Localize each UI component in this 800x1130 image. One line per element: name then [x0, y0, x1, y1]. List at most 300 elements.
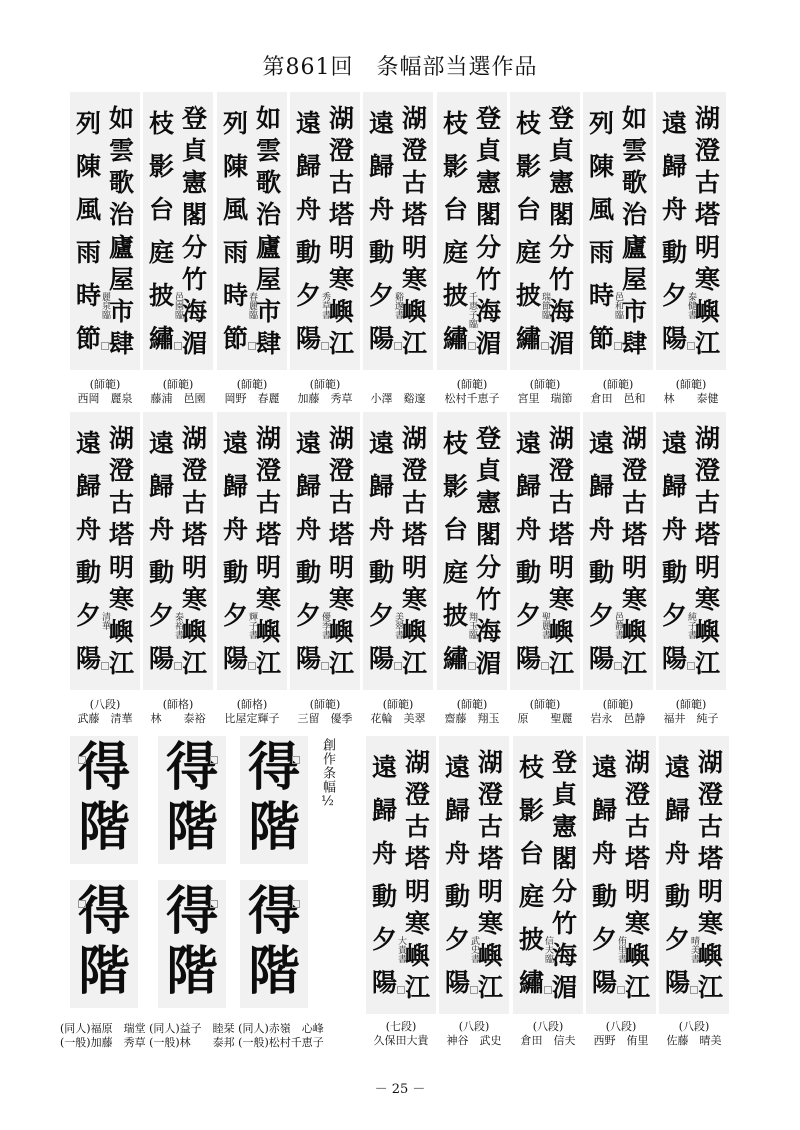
calligraphy-char: 遠: [661, 429, 687, 458]
rank-label: (師範): [382, 698, 414, 711]
text-column: [221, 102, 250, 360]
calligraphy-char: 憲: [475, 488, 501, 518]
calligraphy-char: 湖: [548, 423, 574, 453]
calligraphy-char: 塔: [401, 520, 427, 550]
calligraphy-char: 舟: [295, 515, 321, 544]
rank-label: (師格): [236, 698, 268, 711]
seal-stamp: [687, 662, 695, 670]
calligraphy-char: 竹: [475, 264, 501, 294]
scroll-columns: [441, 422, 503, 680]
calligraphy-char: 海: [475, 297, 501, 327]
calligraphy-char: 市: [621, 297, 647, 327]
calligraphy-char: 影: [148, 152, 174, 181]
seal-stamp: [617, 986, 625, 994]
calligraphy-char: 湄: [551, 973, 577, 1003]
calligraphy-char: 嶼: [255, 617, 281, 647]
calligraphy-scroll: [366, 736, 436, 1014]
calligraphy-char: 如: [108, 103, 134, 133]
rank-label: (八段): [89, 698, 121, 711]
calligraphy-char: 屋: [621, 264, 647, 294]
calligraphy-char: 動: [591, 882, 617, 911]
calligraphy-char: 澄: [328, 135, 354, 165]
text-column: [663, 746, 692, 1004]
calligraphy-char: 明: [255, 552, 281, 582]
artist-signature: 秀草書: [320, 292, 330, 319]
calligraphy-char: 舟: [591, 839, 617, 868]
calligraphy-char: 澄: [624, 779, 650, 809]
calligraphy-char: 時: [75, 281, 101, 310]
calligraphy-char: 貞: [551, 779, 577, 809]
calligraphy-char: 江: [694, 329, 720, 359]
calligraphy-char: 澄: [108, 455, 134, 485]
calligraphy-char: 陳: [588, 152, 614, 181]
calligraphy-char: 陽: [661, 324, 687, 353]
calligraphy-char: 明: [108, 552, 134, 582]
calligraphy-scroll: [583, 92, 653, 370]
calligraphy-char: 遠: [295, 429, 321, 458]
calligraphy-scroll: [437, 92, 507, 370]
seal-stamp: [292, 756, 300, 764]
calligraphy-scroll: [659, 736, 729, 1014]
seal-stamp: [614, 662, 622, 670]
calligraphy-char: 分: [475, 552, 501, 582]
calligraphy-char: 舟: [368, 195, 394, 224]
rank-label: (師範): [456, 698, 488, 711]
scroll-columns: [370, 746, 432, 1004]
calligraphy-scroll: [510, 412, 580, 690]
calligraphy-char: 寒: [694, 584, 720, 614]
calligraphy-char: 江: [328, 649, 354, 679]
artist-signature: 聖麗書: [540, 612, 550, 639]
creative-work: [240, 880, 308, 1008]
artist-signature: 大貴書: [396, 936, 406, 963]
artist-signature: 泰裕書: [173, 612, 183, 639]
calligraphy-char: 分: [551, 876, 577, 906]
artist-name: 林 泰裕: [150, 712, 206, 725]
calligraphy-char: 海: [548, 297, 574, 327]
calligraphy-char: 塔: [697, 844, 723, 874]
scroll-columns: [294, 422, 356, 680]
calligraphy-char: 陽: [515, 644, 541, 673]
calligraphy-char: 塔: [401, 200, 427, 230]
seal-stamp: [541, 342, 549, 350]
rank-label: (八段): [458, 1020, 490, 1033]
calligraphy-char: 庭: [442, 558, 468, 587]
seal-stamp: [174, 342, 182, 350]
calligraphy-char: 陽: [295, 644, 321, 673]
calligraphy-char: 繡: [518, 968, 544, 997]
seal-stamp: [470, 986, 478, 994]
rank-label: (師範): [89, 378, 121, 391]
calligraphy-char: 江: [697, 973, 723, 1003]
calligraphy-char: 陽: [664, 968, 690, 997]
seal-stamp: [78, 900, 86, 908]
calligraphy-char: 古: [621, 488, 647, 518]
calligraphy-char: 嶼: [694, 617, 720, 647]
creative-char: 得: [247, 881, 300, 942]
calligraphy-char: 動: [368, 238, 394, 267]
text-column: [547, 102, 576, 360]
artist-signature: 信夫臨: [543, 936, 553, 963]
rank-label: (師範): [309, 698, 341, 711]
calligraphy-char: 塔: [694, 200, 720, 230]
calligraphy-char: 列: [222, 109, 248, 138]
calligraphy-char: 舟: [148, 515, 174, 544]
scroll-columns: [660, 102, 722, 360]
calligraphy-char: 列: [75, 109, 101, 138]
calligraphy-char: 寒: [548, 584, 574, 614]
calligraphy-char: 台: [518, 839, 544, 868]
calligraphy-char: 治: [255, 200, 281, 230]
calligraphy-char: 塔: [624, 844, 650, 874]
creative-caption-line-2: (一般)加藤 秀草 (一般)林 泰邦 (一般)松村千恵子: [60, 1036, 324, 1049]
calligraphy-char: 時: [588, 281, 614, 310]
calligraphy-char: 寒: [328, 584, 354, 614]
calligraphy-char: 江: [694, 649, 720, 679]
calligraphy-char: 江: [181, 649, 207, 679]
calligraphy-char: 寒: [694, 264, 720, 294]
calligraphy-scroll: [583, 412, 653, 690]
calligraphy-char: 廬: [108, 232, 134, 262]
text-column: [107, 102, 136, 360]
calligraphy-char: 陽: [588, 644, 614, 673]
calligraphy-char: 貞: [181, 135, 207, 165]
calligraphy-char: 歸: [75, 472, 101, 501]
artist-signature: 純子書: [686, 612, 696, 639]
seal-stamp: [394, 662, 402, 670]
calligraphy-scroll: [290, 92, 360, 370]
text-column: [327, 102, 356, 360]
calligraphy-char: 陽: [661, 644, 687, 673]
calligraphy-char: 陽: [148, 644, 174, 673]
calligraphy-char: 繡: [442, 324, 468, 353]
calligraphy-char: 夕: [148, 601, 174, 630]
calligraphy-char: 湖: [621, 423, 647, 453]
calligraphy-scroll: [290, 412, 360, 690]
calligraphy-char: 明: [621, 552, 647, 582]
calligraphy-char: 歸: [295, 152, 321, 181]
calligraphy-char: 舟: [295, 195, 321, 224]
calligraphy-char: 貞: [475, 455, 501, 485]
calligraphy-char: 陽: [371, 968, 397, 997]
calligraphy-char: 閣: [475, 200, 501, 230]
calligraphy-char: 塔: [181, 520, 207, 550]
text-column: [443, 746, 472, 1004]
text-column: [74, 102, 103, 360]
calligraphy-char: 湖: [328, 423, 354, 453]
calligraphy-char: 廬: [621, 232, 647, 262]
artist-signature: 優季書: [320, 612, 330, 639]
text-column: [476, 746, 505, 1004]
calligraphy-char: 古: [694, 488, 720, 518]
calligraphy-scroll: [143, 92, 213, 370]
calligraphy-char: 歌: [108, 168, 134, 198]
calligraphy-char: 影: [515, 152, 541, 181]
text-column: [620, 422, 649, 680]
seal-stamp: [468, 342, 476, 350]
scroll-columns: [587, 422, 649, 680]
calligraphy-char: 歸: [664, 796, 690, 825]
calligraphy-char: 歸: [222, 472, 248, 501]
rank-label: (師範): [456, 378, 488, 391]
calligraphy-char: 市: [255, 297, 281, 327]
seal-stamp: [78, 756, 86, 764]
artist-name: 宮里 瑞節: [517, 392, 573, 405]
creative-caption-line-1: (同人)福原 瑞堂 (同人)益子 睦栞 (同人)赤嶺 心峰: [60, 1022, 324, 1035]
calligraphy-char: 台: [442, 515, 468, 544]
text-column: [367, 102, 396, 360]
scroll-columns: [221, 422, 283, 680]
calligraphy-char: 舟: [222, 515, 248, 544]
calligraphy-char: 舟: [661, 195, 687, 224]
calligraphy-scroll: [586, 736, 656, 1014]
calligraphy-char: 遠: [588, 429, 614, 458]
calligraphy-char: 台: [515, 195, 541, 224]
calligraphy-char: 澄: [697, 779, 723, 809]
seal-stamp: [614, 342, 622, 350]
calligraphy-char: 登: [548, 103, 574, 133]
calligraphy-char: 夕: [75, 601, 101, 630]
text-column: [327, 422, 356, 680]
calligraphy-char: 廬: [255, 232, 281, 262]
calligraphy-char: 舟: [371, 839, 397, 868]
rank-label: (師範): [529, 698, 561, 711]
calligraphy-char: 分: [181, 232, 207, 262]
calligraphy-scroll: [70, 92, 140, 370]
text-column: [550, 746, 579, 1004]
scroll-columns: [517, 746, 579, 1004]
creative-char: 得: [77, 881, 130, 942]
calligraphy-char: 雨: [75, 238, 101, 267]
scroll-columns: [367, 422, 429, 680]
text-column: [147, 102, 176, 360]
artist-signature: 春麗臨: [247, 292, 257, 319]
page-number: － 25 －: [374, 1082, 426, 1097]
calligraphy-char: 澄: [548, 455, 574, 485]
seal-stamp: [687, 342, 695, 350]
rank-label: (師格): [162, 698, 194, 711]
calligraphy-char: 湖: [401, 423, 427, 453]
calligraphy-char: 遠: [661, 109, 687, 138]
calligraphy-char: 動: [371, 882, 397, 911]
scroll-columns: [74, 102, 136, 360]
calligraphy-char: 枝: [515, 109, 541, 138]
calligraphy-char: 台: [442, 195, 468, 224]
calligraphy-char: 竹: [548, 264, 574, 294]
creative-char: 得: [165, 737, 218, 798]
calligraphy-char: 嶼: [328, 297, 354, 327]
calligraphy-char: 動: [661, 558, 687, 587]
calligraphy-char: 登: [551, 747, 577, 777]
calligraphy-char: 歌: [255, 168, 281, 198]
artist-name: 齋藤 翔玉: [444, 712, 500, 725]
text-column: [587, 422, 616, 680]
calligraphy-char: 寒: [404, 908, 430, 938]
calligraphy-scroll: [363, 92, 433, 370]
calligraphy-char: 明: [694, 552, 720, 582]
creative-char: 階: [77, 797, 130, 858]
text-column: [367, 422, 396, 680]
calligraphy-char: 登: [475, 103, 501, 133]
calligraphy-char: 湖: [328, 103, 354, 133]
calligraphy-char: 江: [404, 973, 430, 1003]
artist-name: 岡野 春麗: [224, 392, 280, 405]
calligraphy-char: 古: [401, 488, 427, 518]
calligraphy-char: 陽: [222, 644, 248, 673]
calligraphy-char: 歸: [661, 152, 687, 181]
calligraphy-char: 陳: [75, 152, 101, 181]
artist-signature: 美翠書: [393, 612, 403, 639]
calligraphy-char: 古: [255, 488, 281, 518]
calligraphy-char: 市: [108, 297, 134, 327]
seal-stamp: [541, 662, 549, 670]
calligraphy-char: 歸: [148, 472, 174, 501]
calligraphy-char: 遠: [75, 429, 101, 458]
calligraphy-char: 雨: [588, 238, 614, 267]
calligraphy-char: 澄: [404, 779, 430, 809]
creative-char: 階: [77, 941, 130, 1002]
calligraphy-char: 夕: [444, 925, 470, 954]
calligraphy-char: 遠: [515, 429, 541, 458]
text-column: [403, 746, 432, 1004]
calligraphy-char: 遠: [591, 753, 617, 782]
calligraphy-char: 湖: [255, 423, 281, 453]
calligraphy-char: 節: [588, 324, 614, 353]
creative-char: 階: [247, 941, 300, 1002]
artist-signature: 晴美書: [689, 936, 699, 963]
calligraphy-char: 湖: [697, 747, 723, 777]
calligraphy-char: 嶼: [108, 617, 134, 647]
artist-signature: 侑里書: [616, 936, 626, 963]
calligraphy-char: 古: [404, 812, 430, 842]
calligraphy-char: 閣: [551, 844, 577, 874]
calligraphy-char: 古: [477, 812, 503, 842]
calligraphy-char: 江: [108, 649, 134, 679]
calligraphy-scroll: [656, 412, 726, 690]
calligraphy-char: 風: [222, 195, 248, 224]
calligraphy-char: 枝: [442, 429, 468, 458]
rank-label: (師範): [236, 378, 268, 391]
calligraphy-char: 遠: [148, 429, 174, 458]
calligraphy-char: 節: [75, 324, 101, 353]
calligraphy-char: 遠: [368, 429, 394, 458]
calligraphy-char: 分: [475, 232, 501, 262]
calligraphy-char: 江: [621, 649, 647, 679]
calligraphy-char: 影: [442, 152, 468, 181]
calligraphy-char: 枝: [148, 109, 174, 138]
calligraphy-char: 明: [548, 552, 574, 582]
seal-stamp: [101, 662, 109, 670]
calligraphy-char: 塔: [404, 844, 430, 874]
calligraphy-char: 歸: [515, 472, 541, 501]
calligraphy-char: 動: [588, 558, 614, 587]
calligraphy-char: 江: [548, 649, 574, 679]
calligraphy-char: 明: [401, 552, 427, 582]
calligraphy-char: 治: [621, 200, 647, 230]
calligraphy-char: 古: [328, 168, 354, 198]
calligraphy-char: 塔: [255, 520, 281, 550]
artist-name: 林 泰健: [663, 392, 719, 405]
calligraphy-char: 夕: [368, 281, 394, 310]
text-column: [370, 746, 399, 1004]
artist-name: 武藤 清華: [77, 712, 133, 725]
scroll-columns: [221, 102, 283, 360]
text-column: [587, 102, 616, 360]
calligraphy-char: 江: [624, 973, 650, 1003]
text-column: [441, 422, 470, 680]
seal-stamp: [210, 756, 218, 764]
text-column: [107, 422, 136, 680]
calligraphy-char: 江: [328, 329, 354, 359]
artist-name: 福井 純子: [663, 712, 719, 725]
calligraphy-char: 閣: [475, 520, 501, 550]
creative-char: 得: [77, 737, 130, 798]
scroll-columns: [590, 746, 652, 1004]
text-column: [620, 102, 649, 360]
calligraphy-char: 明: [477, 876, 503, 906]
calligraphy-char: 塔: [108, 520, 134, 550]
calligraphy-char: 如: [255, 103, 281, 133]
calligraphy-char: 湖: [181, 423, 207, 453]
calligraphy-char: 雲: [255, 135, 281, 165]
calligraphy-char: 寒: [697, 908, 723, 938]
calligraphy-scroll: [363, 412, 433, 690]
calligraphy-char: 動: [444, 882, 470, 911]
rank-label: (八段): [532, 1020, 564, 1033]
calligraphy-char: 嶼: [621, 617, 647, 647]
calligraphy-char: 枝: [442, 109, 468, 138]
artist-name: 神谷 武史: [446, 1034, 502, 1047]
calligraphy-char: 海: [551, 941, 577, 971]
calligraphy-char: 動: [222, 558, 248, 587]
calligraphy-char: 貞: [548, 135, 574, 165]
text-column: [693, 422, 722, 680]
text-column: [693, 102, 722, 360]
calligraphy-scroll: [513, 736, 583, 1014]
calligraphy-char: 陽: [368, 644, 394, 673]
artist-signature: 千恵子臨: [467, 292, 477, 328]
calligraphy-char: 庭: [148, 238, 174, 267]
calligraphy-char: 動: [368, 558, 394, 587]
artist-signature: 輝子書: [247, 612, 257, 639]
calligraphy-char: 古: [181, 488, 207, 518]
calligraphy-char: 塔: [621, 520, 647, 550]
calligraphy-char: 如: [621, 103, 647, 133]
calligraphy-char: 憲: [475, 168, 501, 198]
calligraphy-char: 竹: [475, 584, 501, 614]
seal-stamp: [248, 342, 256, 350]
calligraphy-char: 動: [148, 558, 174, 587]
calligraphy-char: 動: [295, 238, 321, 267]
calligraphy-char: 遠: [371, 753, 397, 782]
artist-name: 花輪 美翠: [370, 712, 426, 725]
calligraphy-char: 陽: [75, 644, 101, 673]
calligraphy-char: 嶼: [328, 617, 354, 647]
calligraphy-char: 夕: [371, 925, 397, 954]
calligraphy-char: 動: [661, 238, 687, 267]
calligraphy-char: 古: [624, 812, 650, 842]
rank-label: (師範): [602, 698, 634, 711]
calligraphy-char: 澄: [181, 455, 207, 485]
calligraphy-char: 古: [548, 488, 574, 518]
calligraphy-char: 陽: [591, 968, 617, 997]
calligraphy-char: 陽: [295, 324, 321, 353]
text-column: [180, 102, 209, 360]
text-column: [474, 422, 503, 680]
calligraphy-char: 舟: [515, 515, 541, 544]
calligraphy-char: 憲: [181, 168, 207, 198]
calligraphy-char: 塔: [328, 200, 354, 230]
